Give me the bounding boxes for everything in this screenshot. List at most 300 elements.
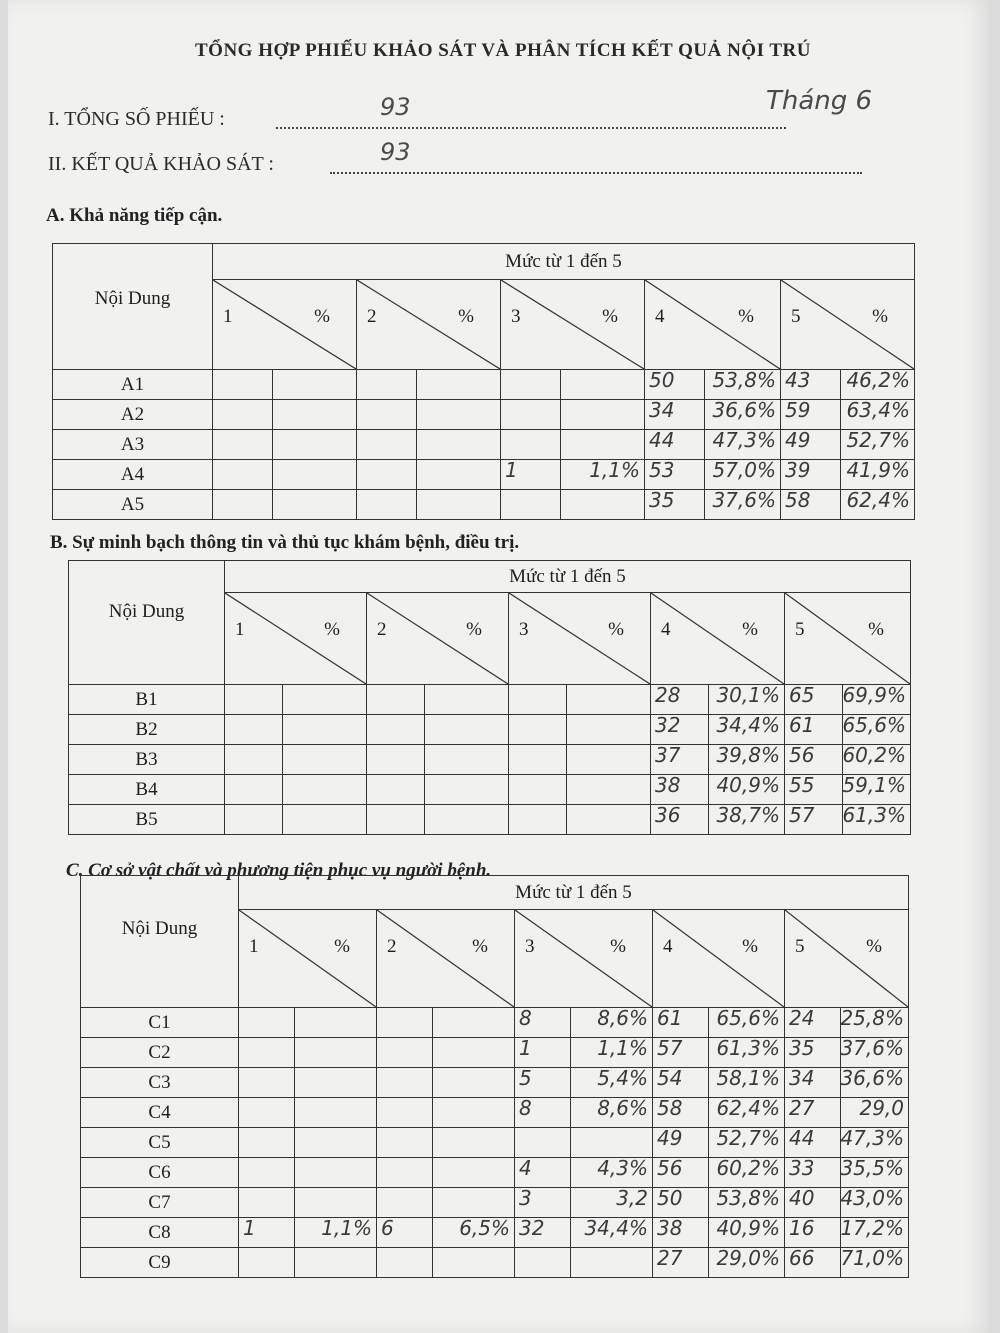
diagonal-line	[509, 593, 650, 684]
count-value: 43	[785, 368, 811, 392]
count-value: 1	[243, 1216, 256, 1240]
percent-cell	[709, 1188, 785, 1218]
section-b-title: B. Sự minh bạch thông tin và thủ tục khám bệnh, điều trị.	[50, 532, 520, 553]
percent-value: 59,1%	[842, 773, 906, 797]
percent-cell	[273, 460, 357, 490]
level-2-header	[357, 280, 501, 370]
percent-value: 52,7%	[846, 428, 910, 452]
count-value: 1	[519, 1036, 532, 1060]
diagonal-line	[377, 910, 514, 1007]
percent-value: 3,2	[616, 1186, 648, 1210]
percent-value: 36,6%	[840, 1066, 904, 1090]
count-cell	[367, 775, 425, 805]
count-value: 50	[657, 1186, 683, 1210]
diagonal-line	[367, 593, 508, 684]
percent-value: 17,2%	[840, 1216, 904, 1240]
percent-cell	[433, 1158, 515, 1188]
percent-cell	[567, 745, 651, 775]
percent-symbol: %	[872, 306, 888, 327]
count-value: 8	[519, 1096, 532, 1120]
result-label: II. KẾT QUẢ KHẢO SÁT :	[48, 153, 274, 175]
noi-dung-header: Nội Dung	[69, 561, 225, 685]
count-value: 57	[789, 803, 815, 827]
percent-cell	[295, 1158, 377, 1188]
count-cell	[515, 1068, 571, 1098]
percent-value: 5,4%	[597, 1066, 648, 1090]
percent-cell	[295, 1098, 377, 1128]
row-label: A1	[53, 370, 213, 400]
percent-cell	[417, 460, 501, 490]
count-cell	[651, 745, 709, 775]
level-1-header	[225, 593, 367, 685]
percent-symbol: %	[458, 306, 474, 327]
count-cell	[239, 1218, 295, 1248]
table-row	[81, 1128, 909, 1158]
row-label: C9	[81, 1248, 239, 1278]
count-value: 55	[789, 773, 815, 797]
table-row	[69, 805, 911, 835]
level-number: 1	[235, 619, 245, 640]
table-row	[81, 1008, 909, 1038]
percent-value: 25,8%	[840, 1006, 904, 1030]
table-row	[53, 430, 915, 460]
percent-symbol: %	[472, 936, 488, 957]
count-cell	[785, 1008, 841, 1038]
percent-value: 4,3%	[597, 1156, 648, 1180]
percent-cell	[273, 370, 357, 400]
count-cell	[239, 1128, 295, 1158]
percent-cell	[567, 775, 651, 805]
level-number: 4	[655, 306, 665, 327]
table-row	[81, 1188, 909, 1218]
count-cell	[509, 685, 567, 715]
percent-cell	[561, 490, 645, 520]
level-number: 2	[387, 936, 397, 957]
count-value: 35	[649, 488, 675, 512]
percent-cell	[571, 1128, 653, 1158]
count-value: 61	[657, 1006, 683, 1030]
count-value: 32	[655, 713, 681, 737]
percent-cell	[425, 745, 509, 775]
count-cell	[785, 1038, 841, 1068]
count-cell	[225, 685, 283, 715]
diagonal-line	[225, 593, 366, 684]
count-cell	[645, 490, 705, 520]
percent-cell	[425, 775, 509, 805]
percent-cell	[709, 1038, 785, 1068]
percent-value: 6,5%	[459, 1216, 510, 1240]
count-cell	[509, 775, 567, 805]
percent-cell	[561, 370, 645, 400]
percent-cell	[571, 1038, 653, 1068]
percent-cell	[841, 1068, 909, 1098]
count-cell	[377, 1158, 433, 1188]
percent-value: 58,1%	[716, 1066, 780, 1090]
table-row	[53, 460, 915, 490]
level-2-header	[367, 593, 509, 685]
count-value: 49	[657, 1126, 683, 1150]
count-cell	[213, 400, 273, 430]
count-value: 35	[789, 1036, 815, 1060]
percent-value: 62,4%	[716, 1096, 780, 1120]
count-value: 4	[519, 1156, 532, 1180]
table-row	[81, 1098, 909, 1128]
percent-value: 43,0%	[840, 1186, 904, 1210]
count-cell	[785, 775, 843, 805]
count-cell	[367, 745, 425, 775]
percent-value: 61,3%	[842, 803, 906, 827]
row-label: B3	[69, 745, 225, 775]
percent-symbol: %	[610, 936, 626, 957]
count-value: 28	[655, 683, 681, 707]
percent-cell	[417, 400, 501, 430]
count-cell	[781, 460, 841, 490]
percent-cell	[571, 1218, 653, 1248]
count-cell	[515, 1188, 571, 1218]
count-cell	[509, 805, 567, 835]
count-cell	[653, 1218, 709, 1248]
percent-cell	[295, 1038, 377, 1068]
level-number: 5	[791, 306, 801, 327]
table-row	[53, 400, 915, 430]
count-cell	[225, 805, 283, 835]
count-cell	[515, 1248, 571, 1278]
percent-value: 60,2%	[842, 743, 906, 767]
count-cell	[225, 715, 283, 745]
percent-value: 63,4%	[846, 398, 910, 422]
percent-cell	[571, 1008, 653, 1038]
count-cell	[239, 1008, 295, 1038]
count-value: 40	[789, 1186, 815, 1210]
count-cell	[213, 430, 273, 460]
table-row	[69, 775, 911, 805]
count-value: 34	[789, 1066, 815, 1090]
percent-cell	[709, 805, 785, 835]
row-label: C4	[81, 1098, 239, 1128]
count-cell	[377, 1008, 433, 1038]
percent-cell	[843, 685, 911, 715]
percent-cell	[433, 1098, 515, 1128]
percent-cell	[841, 370, 915, 400]
diagonal-line	[653, 910, 784, 1007]
table-section-a	[52, 243, 915, 520]
count-value: 1	[505, 458, 518, 482]
count-value: 54	[657, 1066, 683, 1090]
percent-cell	[295, 1218, 377, 1248]
percent-symbol: %	[866, 936, 882, 957]
diagonal-line	[781, 280, 914, 369]
percent-symbol: %	[602, 306, 618, 327]
count-cell	[357, 430, 417, 460]
percent-value: 1,1%	[321, 1216, 372, 1240]
row-label: C2	[81, 1038, 239, 1068]
percent-cell	[571, 1248, 653, 1278]
row-label: C3	[81, 1068, 239, 1098]
count-value: 34	[649, 398, 675, 422]
count-value: 24	[789, 1006, 815, 1030]
count-cell	[501, 490, 561, 520]
count-value: 36	[655, 803, 681, 827]
level-number: 5	[795, 936, 805, 957]
percent-value: 37,6%	[712, 488, 776, 512]
table-row	[69, 745, 911, 775]
percent-cell	[561, 430, 645, 460]
table-row	[81, 1248, 909, 1278]
count-cell	[501, 430, 561, 460]
total-label: I. TỔNG SỐ PHIẾU :	[48, 108, 225, 130]
percent-cell	[295, 1068, 377, 1098]
row-label: A4	[53, 460, 213, 490]
total-dotted-line	[276, 127, 786, 129]
row-label: B1	[69, 685, 225, 715]
count-value: 58	[785, 488, 811, 512]
count-cell	[781, 400, 841, 430]
row-label: A2	[53, 400, 213, 430]
percent-cell	[841, 1008, 909, 1038]
percent-value: 34,4%	[716, 713, 780, 737]
percent-cell	[571, 1158, 653, 1188]
month-note: Tháng 6	[766, 86, 873, 116]
percent-cell	[273, 430, 357, 460]
percent-value: 36,6%	[712, 398, 776, 422]
count-cell	[239, 1248, 295, 1278]
percent-value: 40,9%	[716, 1216, 780, 1240]
count-cell	[651, 805, 709, 835]
percent-cell	[417, 430, 501, 460]
percent-symbol: %	[314, 306, 330, 327]
level-3-header	[501, 280, 645, 370]
row-label: C8	[81, 1218, 239, 1248]
percent-cell	[417, 370, 501, 400]
percent-value: 29,0	[859, 1096, 904, 1120]
percent-cell	[841, 400, 915, 430]
percent-cell	[425, 685, 509, 715]
percent-cell	[425, 805, 509, 835]
count-value: 27	[657, 1246, 683, 1270]
diagonal-line	[515, 910, 652, 1007]
count-cell	[785, 745, 843, 775]
count-cell	[653, 1098, 709, 1128]
percent-cell	[295, 1248, 377, 1278]
count-cell	[653, 1008, 709, 1038]
row-label: C6	[81, 1158, 239, 1188]
count-cell	[515, 1128, 571, 1158]
percent-symbol: %	[738, 306, 754, 327]
count-value: 5	[519, 1066, 532, 1090]
percent-value: 71,0%	[840, 1246, 904, 1270]
count-cell	[239, 1038, 295, 1068]
count-value: 44	[649, 428, 675, 452]
count-cell	[377, 1188, 433, 1218]
table-row	[81, 1068, 909, 1098]
count-value: 58	[657, 1096, 683, 1120]
count-value: 27	[789, 1096, 815, 1120]
section-c-title: C. Cơ sở vật chất và phương tiện phục vụ người bệnh.	[66, 860, 492, 881]
count-cell	[357, 460, 417, 490]
count-cell	[645, 400, 705, 430]
percent-cell	[709, 685, 785, 715]
percent-value: 8,6%	[597, 1006, 648, 1030]
row-label: C5	[81, 1128, 239, 1158]
count-cell	[357, 490, 417, 520]
percent-cell	[567, 805, 651, 835]
count-cell	[509, 715, 567, 745]
percent-cell	[841, 460, 915, 490]
diagonal-line	[357, 280, 500, 369]
percent-value: 40,9%	[716, 773, 780, 797]
percent-cell	[295, 1128, 377, 1158]
count-value: 33	[789, 1156, 815, 1180]
percent-cell	[841, 1128, 909, 1158]
count-cell	[645, 460, 705, 490]
table-row	[81, 1038, 909, 1068]
table-row	[53, 370, 915, 400]
survey-sheet	[8, 0, 988, 1333]
count-cell	[357, 370, 417, 400]
percent-value: 62,4%	[846, 488, 910, 512]
total-row	[48, 108, 225, 131]
percent-value: 37,6%	[840, 1036, 904, 1060]
percent-cell	[295, 1008, 377, 1038]
percent-cell	[571, 1188, 653, 1218]
percent-value: 8,6%	[597, 1096, 648, 1120]
result-value: 93	[380, 138, 411, 166]
percent-cell	[709, 1248, 785, 1278]
level-5-header	[785, 593, 911, 685]
count-cell	[501, 460, 561, 490]
percent-cell	[433, 1218, 515, 1248]
count-cell	[213, 370, 273, 400]
percent-value: 53,8%	[712, 368, 776, 392]
count-cell	[515, 1098, 571, 1128]
percent-value: 52,7%	[716, 1126, 780, 1150]
percent-cell	[709, 715, 785, 745]
count-value: 49	[785, 428, 811, 452]
percent-cell	[433, 1038, 515, 1068]
level-1-header	[213, 280, 357, 370]
percent-symbol: %	[742, 619, 758, 640]
count-cell	[785, 685, 843, 715]
percent-cell	[841, 1248, 909, 1278]
count-cell	[515, 1008, 571, 1038]
count-value: 56	[657, 1156, 683, 1180]
count-cell	[785, 1158, 841, 1188]
total-value: 93	[380, 93, 411, 121]
percent-cell	[843, 745, 911, 775]
percent-cell	[709, 745, 785, 775]
count-value: 59	[785, 398, 811, 422]
count-value: 66	[789, 1246, 815, 1270]
count-cell	[651, 775, 709, 805]
percent-value: 57,0%	[712, 458, 776, 482]
result-dotted-line	[330, 172, 862, 174]
table-row	[81, 1218, 909, 1248]
count-value: 61	[789, 713, 815, 737]
count-cell	[785, 715, 843, 745]
level-4-header	[645, 280, 781, 370]
count-cell	[239, 1158, 295, 1188]
percent-cell	[433, 1188, 515, 1218]
count-cell	[213, 460, 273, 490]
percent-cell	[709, 1008, 785, 1038]
percent-cell	[571, 1098, 653, 1128]
level-3-header	[515, 910, 653, 1008]
percent-value: 29,0%	[716, 1246, 780, 1270]
percent-value: 61,3%	[716, 1036, 780, 1060]
count-cell	[501, 370, 561, 400]
level-number: 1	[223, 306, 233, 327]
percent-value: 1,1%	[589, 458, 640, 482]
table-row	[81, 1158, 909, 1188]
count-cell	[225, 775, 283, 805]
diagonal-line	[213, 280, 356, 369]
count-cell	[653, 1038, 709, 1068]
percent-cell	[843, 715, 911, 745]
level-range-header: Mức từ 1 đến 5	[225, 561, 911, 593]
count-cell	[367, 805, 425, 835]
percent-cell	[705, 370, 781, 400]
percent-cell	[709, 775, 785, 805]
count-cell	[515, 1158, 571, 1188]
level-number: 3	[525, 936, 535, 957]
count-cell	[509, 745, 567, 775]
percent-value: 35,5%	[840, 1156, 904, 1180]
count-value: 6	[381, 1216, 394, 1240]
noi-dung-header: Nội Dung	[81, 876, 239, 1008]
level-number: 2	[367, 306, 377, 327]
diagonal-line	[785, 910, 908, 1007]
noi-dung-header: Nội Dung	[53, 244, 213, 370]
count-cell	[645, 370, 705, 400]
percent-value: 30,1%	[716, 683, 780, 707]
count-cell	[785, 1068, 841, 1098]
percent-cell	[709, 1128, 785, 1158]
count-value: 32	[519, 1216, 545, 1240]
count-cell	[781, 430, 841, 460]
percent-cell	[273, 400, 357, 430]
percent-cell	[561, 460, 645, 490]
percent-cell	[841, 1188, 909, 1218]
count-value: 57	[657, 1036, 683, 1060]
diagonal-line	[501, 280, 644, 369]
row-label: A5	[53, 490, 213, 520]
level-number: 4	[663, 936, 673, 957]
section-a-title: A. Khả năng tiếp cận.	[46, 205, 223, 226]
percent-value: 65,6%	[842, 713, 906, 737]
row-label: A3	[53, 430, 213, 460]
count-cell	[653, 1158, 709, 1188]
percent-symbol: %	[324, 619, 340, 640]
percent-cell	[841, 1158, 909, 1188]
percent-cell	[295, 1188, 377, 1218]
row-label: B4	[69, 775, 225, 805]
percent-symbol: %	[334, 936, 350, 957]
percent-cell	[705, 400, 781, 430]
count-cell	[781, 490, 841, 520]
count-value: 37	[655, 743, 681, 767]
count-cell	[653, 1248, 709, 1278]
percent-cell	[709, 1158, 785, 1188]
percent-value: 34,4%	[584, 1216, 648, 1240]
count-value: 44	[789, 1126, 815, 1150]
level-5-header	[781, 280, 915, 370]
level-number: 4	[661, 619, 671, 640]
percent-cell	[709, 1218, 785, 1248]
count-cell	[357, 400, 417, 430]
count-cell	[377, 1038, 433, 1068]
row-label: C1	[81, 1008, 239, 1038]
percent-cell	[283, 805, 367, 835]
